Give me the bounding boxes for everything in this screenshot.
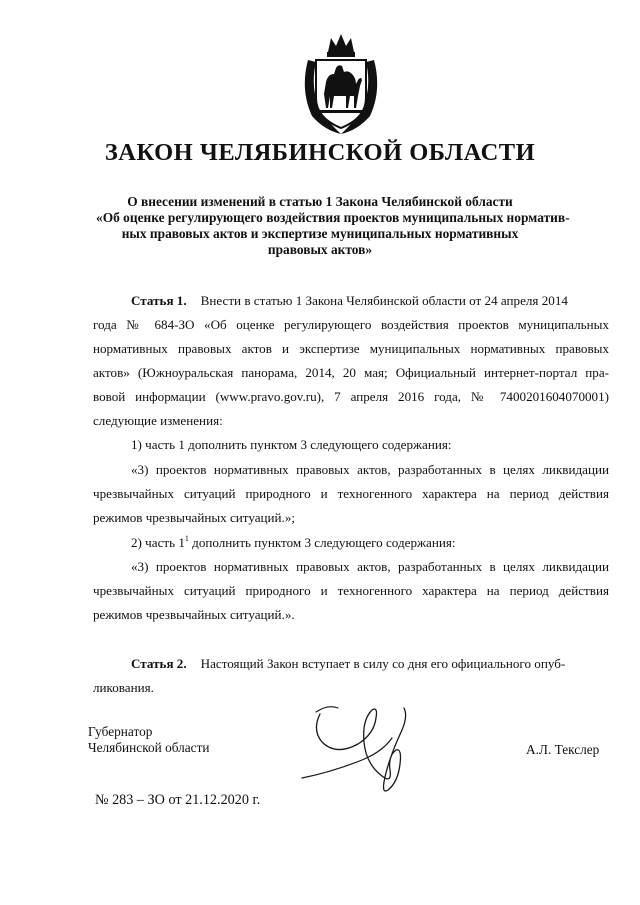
registration-number: № 283 – ЗО от 21.12.2020 г. xyxy=(95,792,261,808)
signatory-name: А.Л. Текслер xyxy=(526,742,600,757)
article1-line: нормативных правовых актов и экспертизе муниципальных нормативных правовых xyxy=(93,341,609,356)
law-subtitle xyxy=(96,194,570,258)
signatory-region: Челябинской области xyxy=(88,740,210,755)
item1-quote-line: «3) проектов нормативных правовых актов, разработанных в целях ликвидации xyxy=(131,462,609,477)
item1-quote-line: режимов чрезвычайных ситуаций.»; xyxy=(93,510,296,525)
article1-line: следующие изменения: xyxy=(93,413,223,428)
article1-first-text: Внести в статью 1 Закона Челябинской области от 24 апреля 2014 xyxy=(200,293,568,308)
article1-line: актов» (Южноуральская панорама, 2014, 20 мая; Официальный интернет-портал пра- xyxy=(93,365,609,380)
item2-suffix: дополнить пунктом 3 следующего содержания: xyxy=(188,535,456,550)
law-title: ЗАКОН ЧЕЛЯБИНСКОЙ ОБЛАСТИ xyxy=(104,139,536,166)
handwritten-signature xyxy=(292,690,422,800)
subtitle-line: ных правовых актов и экспертизе муниципальных нормативных xyxy=(121,226,519,241)
subtitle-line: правовых актов» xyxy=(267,242,373,257)
item2-quote-line: «3) проектов нормативных правовых актов, разработанных в целях ликвидации xyxy=(131,559,609,574)
article1-line: вовой информации (www.pravo.gov.ru), 7 апреля 2016 года, № 7400201604070001) xyxy=(93,389,609,404)
article1-item1: 1) часть 1 дополнить пунктом 3 следующего содержания: xyxy=(131,437,452,452)
subtitle-line: «Об оценке регулирующего воздействия проектов муниципальных норматив- xyxy=(96,210,570,225)
article1-item2 xyxy=(131,535,609,551)
article1-line: года № 684-ЗО «Об оценке регулирующего воздействия проектов муниципальных xyxy=(93,317,609,332)
item2-quote-line: режимов чрезвычайных ситуаций.». xyxy=(93,607,295,622)
article2-second-line: ликования. xyxy=(93,680,154,695)
article2-heading: Статья 2. xyxy=(131,656,187,671)
item1-quote-line: чрезвычайных ситуаций природного и техногенного характера на период действия xyxy=(93,486,609,501)
item2-superscript: 1 xyxy=(184,534,189,543)
signatory-position: Губернатор xyxy=(88,724,153,739)
item2-prefix: 2) часть 1 xyxy=(131,535,185,550)
article2-first-text: Настоящий Закон вступает в силу со дня его официального опуб- xyxy=(200,656,566,671)
item2-quote-line: чрезвычайных ситуаций природного и техногенного характера на период действия xyxy=(93,583,609,598)
chelyabinsk-coat-of-arms-icon xyxy=(298,30,384,138)
subtitle-line: О внесении изменений в статью 1 Закона Челябинской области xyxy=(127,194,513,209)
article1-heading: Статья 1. xyxy=(131,293,187,308)
article1-first-line xyxy=(131,293,609,309)
article2-first-line xyxy=(131,656,609,672)
